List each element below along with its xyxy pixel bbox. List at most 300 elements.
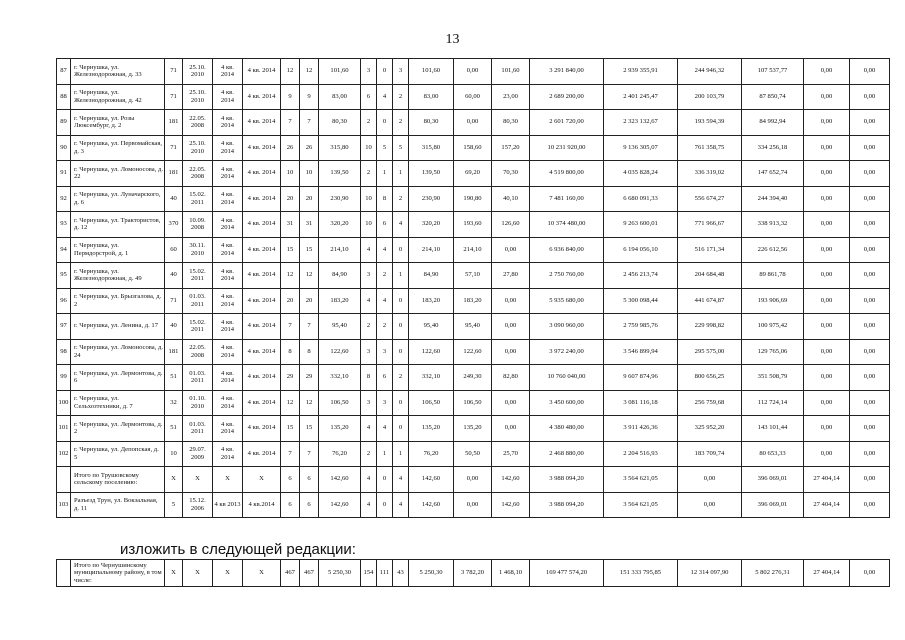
cell-c5: 20 [281, 288, 300, 314]
cell-c17: 226 612,56 [742, 237, 804, 263]
cell-n: 95 [57, 263, 71, 289]
section-heading: изложить в следующей редакции: [120, 541, 356, 558]
cell-c6: 467 [300, 560, 319, 587]
cell-c3: 4 кв. 2014 [213, 263, 243, 289]
cell-addr: г. Чернушка, ул. Сельхозтехники, д. 7 [71, 390, 165, 416]
cell-c5: 467 [281, 560, 300, 587]
cell-c5: 12 [281, 390, 300, 416]
cell-c14: 169 477 574,20 [530, 560, 604, 587]
cell-c11: 315,80 [409, 135, 454, 161]
cell-c13: 157,20 [492, 135, 530, 161]
cell-addr: г. Чернушка, ул. Железнодорожная, д. 49 [71, 263, 165, 289]
cell-c5: 7 [281, 110, 300, 136]
cell-c1: 10 [165, 441, 183, 467]
cell-c1: 60 [165, 237, 183, 263]
cell-c2: 15.02. 2011 [183, 186, 213, 212]
cell-c7: 95,40 [319, 314, 361, 340]
cell-c10: 43 [393, 560, 409, 587]
cell-c1: 71 [165, 84, 183, 110]
cell-c16: 200 103,79 [678, 84, 742, 110]
cell-c12: 135,20 [454, 416, 492, 442]
cell-c15: 151 333 795,85 [604, 560, 678, 587]
cell-c15: 9 263 600,01 [604, 212, 678, 238]
cell-c2: 01.03. 2011 [183, 416, 213, 442]
total-table [56, 559, 890, 587]
cell-c1: 40 [165, 314, 183, 340]
cell-c18: 0,00 [804, 59, 850, 85]
cell-c1: 71 [165, 135, 183, 161]
table-row [57, 467, 890, 493]
cell-c4: 4 кв. 2014 [243, 59, 281, 85]
cell-c15: 3 564 621,05 [604, 492, 678, 518]
cell-c1: 5 [165, 492, 183, 518]
cell-c17: 107 537,77 [742, 59, 804, 85]
cell-c9: 0 [377, 110, 393, 136]
table-row [57, 161, 890, 187]
cell-c11: 106,50 [409, 390, 454, 416]
cell-c16: 229 998,82 [678, 314, 742, 340]
cell-n: 97 [57, 314, 71, 340]
cell-c19: 0,00 [850, 84, 890, 110]
cell-c6: 6 [300, 467, 319, 493]
cell-c7: 84,90 [319, 263, 361, 289]
cell-n: 94 [57, 237, 71, 263]
cell-c7: 315,80 [319, 135, 361, 161]
cell-c9: 111 [377, 560, 393, 587]
cell-c10: 0 [393, 314, 409, 340]
cell-c1: 71 [165, 59, 183, 85]
cell-c19: 0,00 [850, 492, 890, 518]
cell-c3: 4 кв. 2014 [213, 59, 243, 85]
cell-c11: 80,30 [409, 110, 454, 136]
cell-c14: 3 988 094,20 [530, 492, 604, 518]
cell-c2: 22.05. 2008 [183, 339, 213, 365]
cell-c3: 4 кв. 2014 [213, 161, 243, 187]
cell-c3: X [213, 467, 243, 493]
cell-c18: 0,00 [804, 339, 850, 365]
cell-c4: 4 кв. 2014 [243, 186, 281, 212]
cell-c5: 7 [281, 314, 300, 340]
cell-c1: 181 [165, 161, 183, 187]
cell-c8: 4 [361, 492, 377, 518]
cell-c12: 249,30 [454, 365, 492, 391]
cell-c15: 9 607 874,96 [604, 365, 678, 391]
cell-c10: 0 [393, 390, 409, 416]
cell-c10: 0 [393, 416, 409, 442]
table-row [57, 288, 890, 314]
cell-c7: 139,50 [319, 161, 361, 187]
cell-c13: 0,00 [492, 416, 530, 442]
cell-c17: 5 802 276,31 [742, 560, 804, 587]
cell-c16: 516 171,34 [678, 237, 742, 263]
cell-c12: 3 782,20 [454, 560, 492, 587]
cell-c9: 6 [377, 212, 393, 238]
cell-c14: 3 450 600,00 [530, 390, 604, 416]
cell-n: 92 [57, 186, 71, 212]
cell-c11: 230,90 [409, 186, 454, 212]
cell-c6: 29 [300, 365, 319, 391]
cell-c10: 0 [393, 237, 409, 263]
cell-c4: X [243, 560, 281, 587]
cell-c5: 20 [281, 186, 300, 212]
cell-c16: 204 684,48 [678, 263, 742, 289]
cell-c13: 40,10 [492, 186, 530, 212]
cell-addr: г. Чернушка, ул. Луначарского, д. 6 [71, 186, 165, 212]
cell-c12: 158,60 [454, 135, 492, 161]
cell-c5: 12 [281, 263, 300, 289]
cell-c4: 4 кв. 2014 [243, 161, 281, 187]
cell-c7: 101,60 [319, 59, 361, 85]
cell-c9: 2 [377, 314, 393, 340]
cell-c8: 2 [361, 314, 377, 340]
cell-c10: 4 [393, 467, 409, 493]
cell-c19: 0,00 [850, 339, 890, 365]
cell-c16: 761 358,75 [678, 135, 742, 161]
cell-c14: 10 374 480,00 [530, 212, 604, 238]
cell-c14: 4 380 480,00 [530, 416, 604, 442]
cell-c16: 336 319,02 [678, 161, 742, 187]
cell-c3: 4 кв. 2014 [213, 135, 243, 161]
cell-c17: 87 850,74 [742, 84, 804, 110]
cell-c13: 1 468,10 [492, 560, 530, 587]
cell-c12: 60,00 [454, 84, 492, 110]
cell-c13: 142,60 [492, 467, 530, 493]
cell-c11: 332,10 [409, 365, 454, 391]
cell-c7: 83,00 [319, 84, 361, 110]
cell-n: 96 [57, 288, 71, 314]
cell-c3: 4 кв. 2014 [213, 365, 243, 391]
cell-c16: 256 759,68 [678, 390, 742, 416]
cell-c17: 100 975,42 [742, 314, 804, 340]
cell-c6: 12 [300, 390, 319, 416]
cell-c13: 23,00 [492, 84, 530, 110]
cell-c5: 15 [281, 416, 300, 442]
cell-addr: г. Чернушка, ул. Ломоносова, д. 24 [71, 339, 165, 365]
cell-c2: X [183, 560, 213, 587]
cell-c7: 183,20 [319, 288, 361, 314]
cell-c7: 122,60 [319, 339, 361, 365]
cell-c12: 57,10 [454, 263, 492, 289]
cell-c1: 71 [165, 288, 183, 314]
cell-c2: 29.07. 2009 [183, 441, 213, 467]
cell-c4: 4 кв. 2014 [243, 390, 281, 416]
cell-c2: 01.10. 2010 [183, 390, 213, 416]
cell-c3: 4 кв. 2014 [213, 416, 243, 442]
table-row [57, 390, 890, 416]
cell-c8: 6 [361, 84, 377, 110]
cell-c8: 4 [361, 416, 377, 442]
cell-c4: 4 кв. 2014 [243, 110, 281, 136]
cell-c16: 556 674,27 [678, 186, 742, 212]
cell-c16: 193 594,39 [678, 110, 742, 136]
cell-n: 99 [57, 365, 71, 391]
table-row [57, 416, 890, 442]
cell-c16: 295 575,00 [678, 339, 742, 365]
cell-addr: г. Чернушка, ул. Брызгалова, д. 2 [71, 288, 165, 314]
cell-c1: 32 [165, 390, 183, 416]
cell-c19: 0,00 [850, 365, 890, 391]
cell-c12: 106,50 [454, 390, 492, 416]
cell-n: 91 [57, 161, 71, 187]
cell-c15: 3 081 116,18 [604, 390, 678, 416]
cell-c4: X [243, 467, 281, 493]
cell-c5: 12 [281, 59, 300, 85]
cell-c14: 10 231 920,00 [530, 135, 604, 161]
cell-c3: 4 кв. 2014 [213, 186, 243, 212]
cell-c18: 0,00 [804, 237, 850, 263]
cell-c15: 2 204 516,93 [604, 441, 678, 467]
cell-c14: 2 750 760,00 [530, 263, 604, 289]
cell-c19: 0,00 [850, 186, 890, 212]
cell-c4: 4 кв. 2014 [243, 365, 281, 391]
cell-c14: 5 935 680,00 [530, 288, 604, 314]
cell-c11: 214,10 [409, 237, 454, 263]
cell-c2: 25.10. 2010 [183, 59, 213, 85]
cell-c4: 4 кв. 2014 [243, 339, 281, 365]
cell-n: 88 [57, 84, 71, 110]
cell-c11: 135,20 [409, 416, 454, 442]
cell-c9: 4 [377, 84, 393, 110]
cell-addr: Итого по Трушовскому сельскому поселению: [71, 467, 165, 493]
cell-c3: 4 кв. 2014 [213, 237, 243, 263]
cell-addr: Итого по Чернушинскому муниципальному району, в том числе: [71, 560, 165, 587]
cell-c1: 40 [165, 263, 183, 289]
cell-c14: 2 601 720,00 [530, 110, 604, 136]
cell-c6: 12 [300, 59, 319, 85]
table-row [57, 560, 890, 587]
table-row [57, 263, 890, 289]
cell-c10: 1 [393, 441, 409, 467]
cell-addr: г. Чернушка, ул. Первомайская, д. 3 [71, 135, 165, 161]
cell-c19: 0,00 [850, 441, 890, 467]
cell-c10: 2 [393, 365, 409, 391]
cell-c6: 20 [300, 186, 319, 212]
cell-c2: 01.03. 2011 [183, 365, 213, 391]
cell-c13: 0,00 [492, 288, 530, 314]
cell-c17: 112 724,14 [742, 390, 804, 416]
cell-c19: 0,00 [850, 416, 890, 442]
cell-c18: 0,00 [804, 110, 850, 136]
cell-n: 90 [57, 135, 71, 161]
cell-c2: 10.09. 2008 [183, 212, 213, 238]
cell-c9: 0 [377, 492, 393, 518]
cell-c15: 2 456 213,74 [604, 263, 678, 289]
cell-c11: 320,20 [409, 212, 454, 238]
cell-c15: 2 939 355,91 [604, 59, 678, 85]
cell-c11: 183,20 [409, 288, 454, 314]
cell-c19: 0,00 [850, 110, 890, 136]
cell-c1: 40 [165, 186, 183, 212]
cell-c4: 4 кв. 2014 [243, 135, 281, 161]
cell-c17: 143 101,44 [742, 416, 804, 442]
cell-c16: 800 656,25 [678, 365, 742, 391]
cell-c12: 0,00 [454, 467, 492, 493]
table-row [57, 365, 890, 391]
table-row [57, 492, 890, 518]
cell-c19: 0,00 [850, 288, 890, 314]
cell-c18: 0,00 [804, 365, 850, 391]
cell-c13: 80,30 [492, 110, 530, 136]
table-row [57, 186, 890, 212]
cell-c8: 4 [361, 237, 377, 263]
cell-c3: X [213, 560, 243, 587]
cell-c5: 15 [281, 237, 300, 263]
cell-c3: 4 кв. 2014 [213, 212, 243, 238]
page-number: 13 [445, 32, 460, 47]
cell-c18: 0,00 [804, 135, 850, 161]
cell-c10: 2 [393, 84, 409, 110]
cell-c19: 0,00 [850, 135, 890, 161]
cell-n: 98 [57, 339, 71, 365]
cell-c11: 76,20 [409, 441, 454, 467]
cell-c12: 190,80 [454, 186, 492, 212]
cell-c18: 0,00 [804, 186, 850, 212]
cell-c7: 230,90 [319, 186, 361, 212]
cell-c16: 0,00 [678, 467, 742, 493]
cell-c19: 0,00 [850, 59, 890, 85]
cell-c8: 154 [361, 560, 377, 587]
cell-c2: 30.11. 2010 [183, 237, 213, 263]
cell-c8: 3 [361, 390, 377, 416]
cell-c8: 8 [361, 365, 377, 391]
cell-c9: 5 [377, 135, 393, 161]
cell-addr: г. Чернушка, ул. Розы Люксембург, д. 2 [71, 110, 165, 136]
cell-c17: 351 508,79 [742, 365, 804, 391]
cell-c3: 4 кв. 2014 [213, 390, 243, 416]
cell-c2: 15.02. 2011 [183, 314, 213, 340]
cell-c8: 10 [361, 135, 377, 161]
cell-c3: 4 кв. 2014 [213, 339, 243, 365]
cell-c11: 142,60 [409, 492, 454, 518]
cell-c14: 2 468 880,00 [530, 441, 604, 467]
cell-c6: 10 [300, 161, 319, 187]
cell-n: 101 [57, 416, 71, 442]
cell-c17: 338 913,32 [742, 212, 804, 238]
cell-c2: 22.05. 2008 [183, 110, 213, 136]
cell-c18: 0,00 [804, 288, 850, 314]
cell-c18: 0,00 [804, 161, 850, 187]
cell-c6: 6 [300, 492, 319, 518]
cell-c18: 0,00 [804, 84, 850, 110]
cell-c6: 7 [300, 314, 319, 340]
cell-addr: г. Чернушка, ул. Ломоносова, д. 22 [71, 161, 165, 187]
cell-c17: 80 653,33 [742, 441, 804, 467]
cell-c9: 3 [377, 339, 393, 365]
cell-c11: 84,90 [409, 263, 454, 289]
cell-c1: 51 [165, 416, 183, 442]
cell-c6: 20 [300, 288, 319, 314]
cell-c3: 4 кв 2013 [213, 492, 243, 518]
cell-c10: 2 [393, 110, 409, 136]
cell-c7: 214,10 [319, 237, 361, 263]
cell-addr: г. Чернушка, ул. Ленина, д. 17 [71, 314, 165, 340]
cell-c2: 22.05. 2008 [183, 161, 213, 187]
cell-c8: 4 [361, 467, 377, 493]
cell-n: 100 [57, 390, 71, 416]
cell-c19: 0,00 [850, 263, 890, 289]
cell-c10: 2 [393, 186, 409, 212]
cell-c8: 2 [361, 161, 377, 187]
cell-c15: 4 035 828,24 [604, 161, 678, 187]
cell-c4: 4 кв. 2014 [243, 212, 281, 238]
cell-c14: 3 090 960,00 [530, 314, 604, 340]
cell-c19: 0,00 [850, 560, 890, 587]
cell-n: 103 [57, 492, 71, 518]
cell-c11: 101,60 [409, 59, 454, 85]
table-row [57, 135, 890, 161]
cell-c16: 771 966,67 [678, 212, 742, 238]
cell-c6: 26 [300, 135, 319, 161]
cell-c14: 3 988 094,20 [530, 467, 604, 493]
cell-c18: 0,00 [804, 441, 850, 467]
cell-c5: 7 [281, 441, 300, 467]
cell-c15: 3 546 899,94 [604, 339, 678, 365]
cell-n: 102 [57, 441, 71, 467]
cell-c17: 147 652,74 [742, 161, 804, 187]
cell-c18: 0,00 [804, 314, 850, 340]
cell-c5: 6 [281, 492, 300, 518]
cell-c17: 84 992,94 [742, 110, 804, 136]
cell-c12: 122,60 [454, 339, 492, 365]
cell-c5: 6 [281, 467, 300, 493]
cell-c6: 9 [300, 84, 319, 110]
cell-c11: 142,60 [409, 467, 454, 493]
cell-c2: 25.10. 2010 [183, 84, 213, 110]
cell-addr: г. Чернушка, ул. Лермонтова, д. 2 [71, 416, 165, 442]
table-row [57, 84, 890, 110]
cell-addr: г. Чернушка, ул. Трактористов, д. 12 [71, 212, 165, 238]
cell-c5: 26 [281, 135, 300, 161]
cell-c4: 4 кв. 2014 [243, 263, 281, 289]
cell-c4: 4 кв. 2014 [243, 314, 281, 340]
cell-c11: 139,50 [409, 161, 454, 187]
cell-addr: Разъезд Трун, ул. Вокзальная, д. 11 [71, 492, 165, 518]
cell-addr: г. Чернушка, ул. Пермдорстрой, д. 1 [71, 237, 165, 263]
cell-c2: 15.02. 2011 [183, 263, 213, 289]
cell-c7: 80,30 [319, 110, 361, 136]
cell-c19: 0,00 [850, 161, 890, 187]
cell-c18: 0,00 [804, 390, 850, 416]
cell-c18: 27 404,14 [804, 492, 850, 518]
cell-c4: 4 кв. 2014 [243, 237, 281, 263]
cell-c1: X [165, 467, 183, 493]
cell-c11: 83,00 [409, 84, 454, 110]
cell-c1: X [165, 560, 183, 587]
cell-c6: 7 [300, 441, 319, 467]
cell-c16: 12 314 097,90 [678, 560, 742, 587]
cell-c13: 0,00 [492, 237, 530, 263]
cell-c19: 0,00 [850, 212, 890, 238]
cell-c1: 181 [165, 339, 183, 365]
cell-c19: 0,00 [850, 237, 890, 263]
cell-c10: 3 [393, 59, 409, 85]
cell-c9: 4 [377, 237, 393, 263]
cell-c13: 0,00 [492, 339, 530, 365]
table-row [57, 59, 890, 85]
cell-c13: 27,80 [492, 263, 530, 289]
cell-c7: 106,50 [319, 390, 361, 416]
cell-c1: 181 [165, 110, 183, 136]
cell-c18: 27 404,14 [804, 560, 850, 587]
cell-c12: 0,00 [454, 59, 492, 85]
cell-c7: 76,20 [319, 441, 361, 467]
table-row [57, 441, 890, 467]
cell-c2: 15.12. 2006 [183, 492, 213, 518]
cell-n: 89 [57, 110, 71, 136]
cell-c13: 101,60 [492, 59, 530, 85]
cell-c8: 3 [361, 263, 377, 289]
cell-c10: 0 [393, 339, 409, 365]
